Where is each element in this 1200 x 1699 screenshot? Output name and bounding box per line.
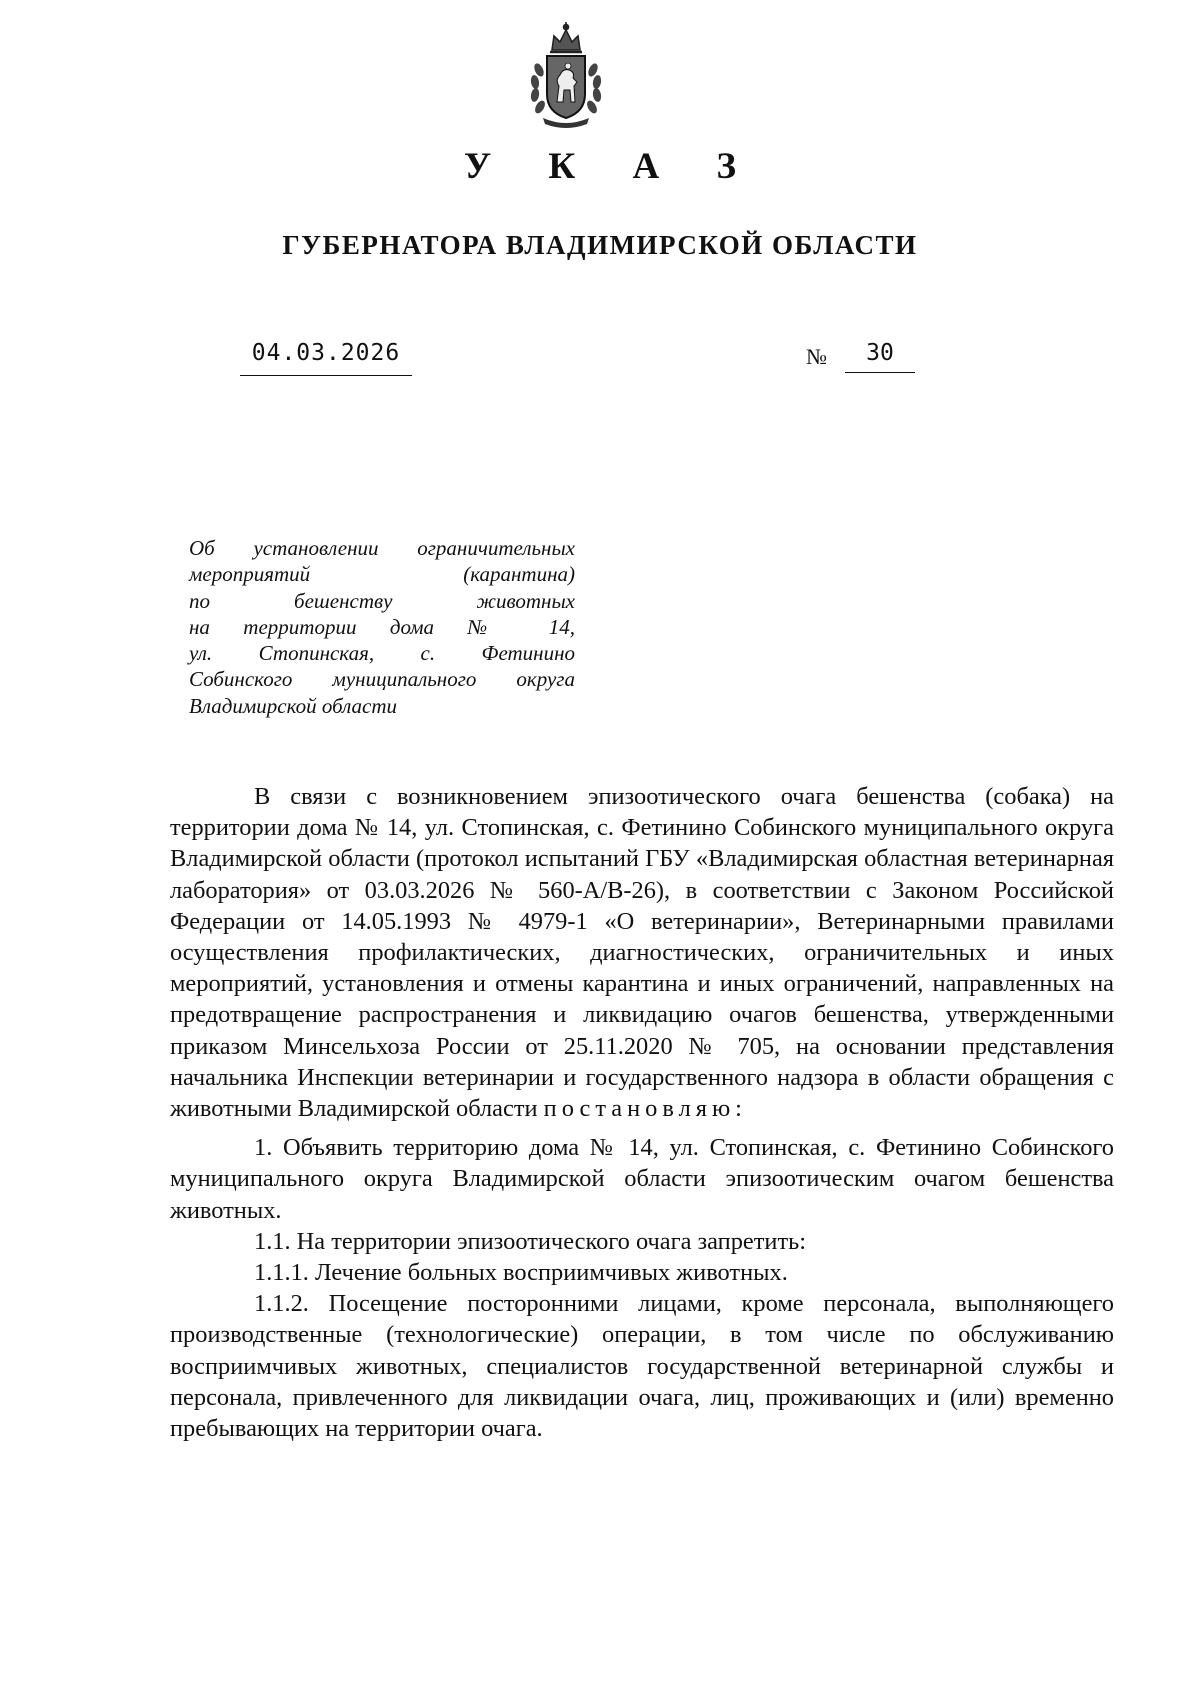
document-heading bbox=[189, 535, 575, 719]
date-underline bbox=[240, 375, 412, 376]
decree-word: постановляю: bbox=[543, 1095, 747, 1123]
item-paragraph: 1.1.1. Лечение больных восприимчивых животных. bbox=[254, 1259, 788, 1287]
item-paragraph: 1. Объявить территорию дома № 14, ул. Стопинская, с. Фетинино Собинского муниципального округа Владимирской области эпизоотическим очагом бешенства животных. bbox=[170, 1134, 1114, 1224]
heading-line: по бешенству животных bbox=[189, 588, 575, 613]
vladimir-oblast-coat-of-arms-icon bbox=[525, 20, 607, 130]
heading-line: на территории дома № 14, bbox=[189, 614, 575, 639]
document-title: У К А З bbox=[464, 146, 760, 187]
preamble-paragraph bbox=[170, 781, 1114, 1124]
heading-line: мероприятий (карантина) bbox=[189, 562, 575, 587]
document-date: 04.03.2026 bbox=[251, 340, 401, 366]
number-sign: № bbox=[806, 344, 827, 369]
document-body bbox=[170, 781, 1114, 1444]
preamble-text: В связи с возникновением эпизоотического очага бешенства (собака) на территории дома № 14, ул. Стопинская, с. Фетинино Собинского муниципального округа Владимирской области (протокол испытаний ГБУ «Владимирская областная ветеринарная лаборатория» от 03.03.2026 № 560-А/В-26), в соответствии с Законом Российской Федерации от 14.05.1993 № 4979-1 «О ветеринарии», Ветеринарными правилами осуществления профилактических, диагностических, ограничительных и иных мероприятий, установления и отмены карантина и иных ограничений, направленных на предотвращение распространения и ликвидацию очагов бешенства, утвержденными приказом Минсельхоза России от 25.11.2020 № 705, на основании представления начальника Инспекции ветеринарии и государственного надзора в области обращения с животными Владимирской области bbox=[170, 783, 1114, 1123]
document-number: 30 bbox=[866, 340, 894, 366]
heading-line: Собинского муниципального округа bbox=[189, 667, 575, 692]
number-underline bbox=[845, 372, 915, 373]
item-paragraph: 1.1. На территории эпизоотического очага запретить: bbox=[254, 1227, 807, 1255]
document-subtitle: ГУБЕРНАТОРА ВЛАДИМИРСКОЙ ОБЛАСТИ bbox=[282, 230, 918, 260]
heading-line: Об установлении ограничительных bbox=[189, 536, 575, 560]
heading-line: Владимирской области bbox=[189, 693, 398, 718]
heading-line: ул. Стопинская, с. Фетинино bbox=[189, 641, 575, 666]
item-paragraph: 1.1.2. Посещение посторонними лицами, кроме персонала, выполняющего производственные (технологические) операции, в том числе по обслуживанию восприимчивых животных, специалистов государственной ветеринарной службы и персонала, привлеченного для ликвидации очага, лиц, проживающих и (или) временно пребывающих на территории очага. bbox=[170, 1290, 1114, 1443]
